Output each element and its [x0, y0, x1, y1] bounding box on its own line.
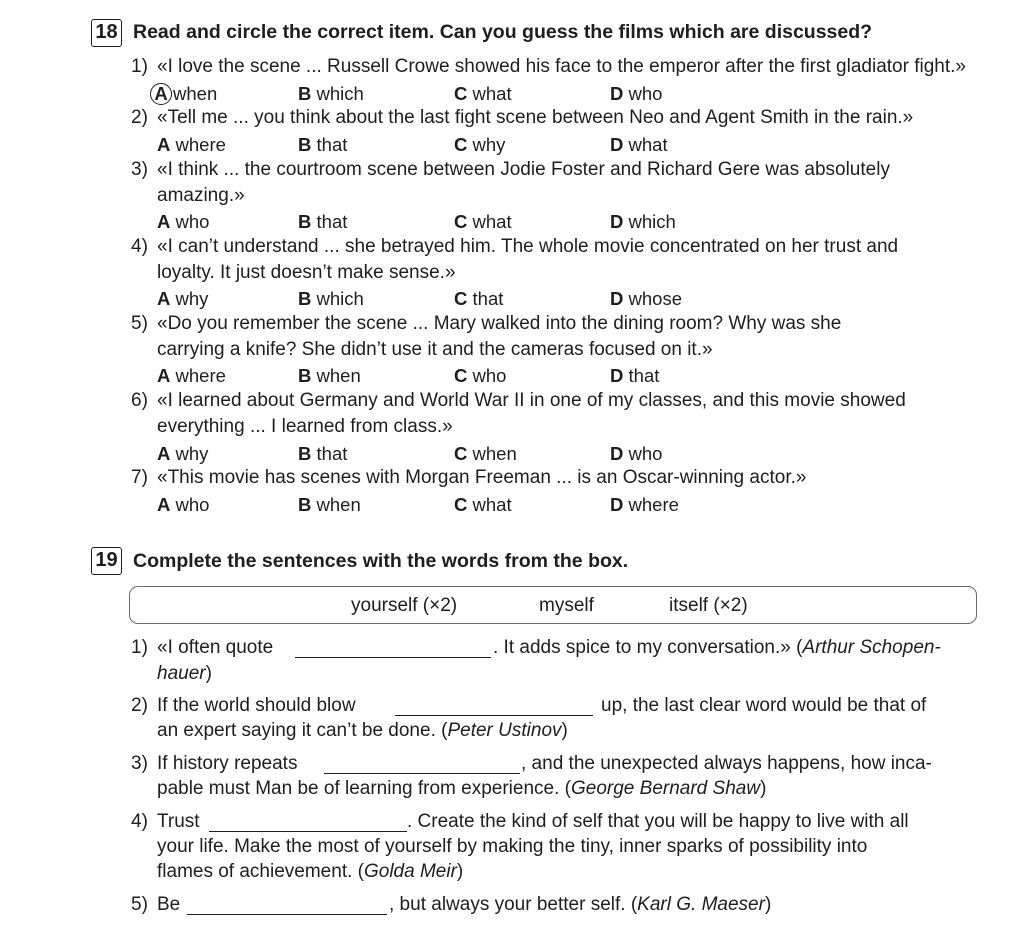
- answer-option[interactable]: [157, 211, 209, 233]
- answer-option[interactable]: [298, 288, 364, 310]
- option-word: that: [628, 365, 660, 387]
- option-letter: A: [157, 365, 171, 387]
- answer-option[interactable]: [454, 134, 505, 156]
- option-word: when: [316, 493, 361, 515]
- option-letter: D: [610, 288, 624, 310]
- option-letter: C: [454, 211, 468, 233]
- answer-option[interactable]: [157, 288, 208, 310]
- question-text: «I learned about Germany and World War II in one of my classes, and this movie showed: [157, 390, 906, 412]
- option-word: that: [472, 288, 504, 310]
- option-letter: B: [298, 442, 312, 464]
- option-letter: A: [150, 83, 172, 105]
- sentence-text: If the world should blow: [157, 695, 356, 716]
- sentence-text: . It adds spice to my conversation.» (Arthur Schopen-: [493, 637, 941, 658]
- option-word: that: [316, 211, 348, 233]
- option-word: what: [472, 82, 512, 104]
- option-letter: D: [610, 211, 624, 233]
- answer-option[interactable]: [298, 494, 361, 516]
- answer-blank[interactable]: [324, 755, 520, 774]
- option-letter: B: [298, 134, 312, 156]
- sentence-text: flames of achievement. (Golda Meir): [157, 861, 464, 882]
- question-text: loyalty. It just doesn’t make sense.»: [157, 261, 456, 283]
- sentence-number: 4): [131, 811, 148, 832]
- word-box: [129, 586, 977, 624]
- answer-option[interactable]: [153, 83, 217, 105]
- author-name: Arthur Schopen-: [802, 637, 941, 658]
- exercise-instruction: Complete the sentences with the words from the box.: [133, 550, 629, 572]
- answer-option[interactable]: [610, 211, 676, 233]
- sentence-number: 1): [131, 637, 148, 658]
- sentence-text: up, the last clear word would be that of: [601, 695, 927, 716]
- question-text: carrying a knife? She didn’t use it and the cameras focused on it.»: [157, 338, 713, 360]
- option-letter: B: [298, 493, 312, 515]
- question-number: 5): [131, 313, 148, 334]
- answer-option[interactable]: [610, 288, 682, 310]
- option-letter: C: [454, 442, 468, 464]
- option-letter: A: [157, 134, 171, 156]
- sentence-text: If history repeats: [157, 753, 298, 774]
- option-letter: A: [157, 211, 171, 233]
- option-word: what: [472, 493, 512, 515]
- option-letter: C: [454, 493, 468, 515]
- answer-option[interactable]: [454, 365, 506, 387]
- option-word: where: [175, 134, 226, 156]
- author-name: George Bernard Shaw: [571, 778, 761, 799]
- answer-option[interactable]: [610, 443, 662, 465]
- answer-option[interactable]: [298, 443, 347, 465]
- question-text: amazing.»: [157, 184, 245, 206]
- option-word: which: [316, 82, 364, 104]
- answer-option[interactable]: [610, 494, 679, 516]
- option-letter: D: [610, 82, 624, 104]
- option-letter: C: [454, 134, 468, 156]
- option-word: when: [472, 442, 517, 464]
- question-number: 3): [131, 158, 148, 180]
- question-text: «Do you remember the scene ... Mary walked into the dining room? Why was she: [157, 313, 842, 334]
- answer-option[interactable]: [454, 288, 503, 310]
- author-name: hauer: [157, 663, 206, 684]
- question-number: 2): [131, 107, 148, 129]
- option-letter: B: [298, 82, 312, 104]
- sentence-text: . Create the kind of self that you will be happy to live with all: [407, 811, 909, 832]
- option-letter: B: [298, 288, 312, 310]
- option-word: why: [175, 288, 209, 310]
- option-word: why: [472, 134, 506, 156]
- option-word: when: [316, 365, 361, 387]
- option-letter: D: [610, 134, 624, 156]
- option-word: which: [628, 211, 676, 233]
- option-word: when: [173, 82, 218, 104]
- exercise-number-badge: 19: [91, 547, 122, 575]
- answer-option[interactable]: [454, 83, 512, 105]
- answer-option[interactable]: [610, 365, 659, 387]
- sentence-text: an expert saying it can’t be done. (Peter Ustinov): [157, 720, 568, 741]
- sentence-number: 5): [131, 894, 148, 915]
- answer-option[interactable]: [298, 211, 347, 233]
- sentence-text: Trust: [157, 811, 200, 832]
- box-word: myself: [539, 595, 594, 616]
- option-word: whose: [628, 288, 682, 310]
- option-letter: D: [610, 493, 624, 515]
- option-word: which: [316, 288, 364, 310]
- question-number: 7): [131, 467, 148, 489]
- box-word: yourself (×2): [351, 595, 458, 616]
- option-letter: C: [454, 365, 468, 387]
- question-number: 4): [131, 235, 148, 257]
- answer-blank[interactable]: [295, 639, 491, 658]
- answer-blank[interactable]: [187, 896, 387, 915]
- option-word: who: [472, 365, 507, 387]
- answer-option[interactable]: [454, 211, 512, 233]
- exercise-instruction: Read and circle the correct item. Can you guess the films which are discussed?: [133, 21, 873, 43]
- option-letter: A: [157, 288, 171, 310]
- option-word: who: [175, 211, 210, 233]
- author-name: Peter Ustinov: [447, 720, 562, 741]
- option-word: why: [175, 442, 209, 464]
- answer-option[interactable]: [157, 365, 226, 387]
- author-name: Karl G. Maeser: [637, 894, 765, 915]
- answer-option[interactable]: [298, 365, 361, 387]
- question-text: «I can’t understand ... she betrayed him. The whole movie concentrated on her trust and: [157, 235, 899, 257]
- box-word: itself (×2): [669, 595, 748, 616]
- sentence-text: «I often quote: [157, 637, 274, 658]
- sentence-text: hauer): [157, 663, 212, 684]
- sentence-text: , and the unexpected always happens, how inca-: [521, 753, 932, 774]
- sentence-number: 2): [131, 695, 148, 716]
- option-letter: C: [454, 82, 468, 104]
- answer-option[interactable]: [454, 494, 512, 516]
- option-letter: A: [157, 493, 171, 515]
- answer-option[interactable]: [298, 134, 347, 156]
- option-word: who: [175, 493, 210, 515]
- exercise-number-badge: 18: [91, 19, 122, 47]
- question-text: «I think ... the courtroom scene between Jodie Foster and Richard Gere was absolutely: [157, 158, 890, 180]
- sentence-number: 3): [131, 753, 148, 774]
- answer-option[interactable]: [454, 443, 517, 465]
- sentence-text: , but always your better self. (Karl G. Maeser): [389, 894, 772, 915]
- question-text: «I love the scene ... Russell Crowe showed his face to the emperor after the first gladiator fight.»: [157, 56, 966, 77]
- option-word: who: [628, 82, 663, 104]
- sentence-text: Be: [157, 894, 181, 915]
- option-letter: A: [157, 442, 171, 464]
- option-word: what: [628, 134, 668, 156]
- sentence-text: pable must Man be of learning from experience. (George Bernard Shaw): [157, 778, 767, 799]
- option-word: that: [316, 442, 348, 464]
- option-letter: D: [610, 442, 624, 464]
- answer-blank[interactable]: [395, 697, 593, 716]
- author-name: Golda Meir: [363, 861, 457, 882]
- sentence-text: your life. Make the most of yourself by making the tiny, inner sparks of possibility into: [157, 836, 868, 857]
- answer-blank[interactable]: [209, 813, 407, 832]
- question-text: «Tell me ... you think about the last fight scene between Neo and Agent Smith in the rain.»: [157, 107, 914, 129]
- option-letter: B: [298, 211, 312, 233]
- option-word: where: [628, 493, 679, 515]
- answer-option[interactable]: [157, 443, 208, 465]
- option-word: where: [175, 365, 226, 387]
- option-letter: D: [610, 365, 624, 387]
- option-letter: C: [454, 288, 468, 310]
- option-word: that: [316, 134, 348, 156]
- question-number: 6): [131, 390, 148, 412]
- option-word: what: [472, 211, 512, 233]
- answer-option[interactable]: [157, 494, 209, 516]
- answer-option[interactable]: [610, 134, 668, 156]
- answer-option[interactable]: [610, 83, 662, 105]
- option-letter: B: [298, 365, 312, 387]
- answer-option[interactable]: [298, 83, 364, 105]
- option-word: who: [628, 442, 663, 464]
- question-text: «This movie has scenes with Morgan Freeman ... is an Oscar-winning actor.»: [157, 467, 807, 489]
- answer-option[interactable]: [157, 134, 226, 156]
- question-text: everything ... I learned from class.»: [157, 415, 453, 437]
- question-number: 1): [131, 56, 148, 77]
